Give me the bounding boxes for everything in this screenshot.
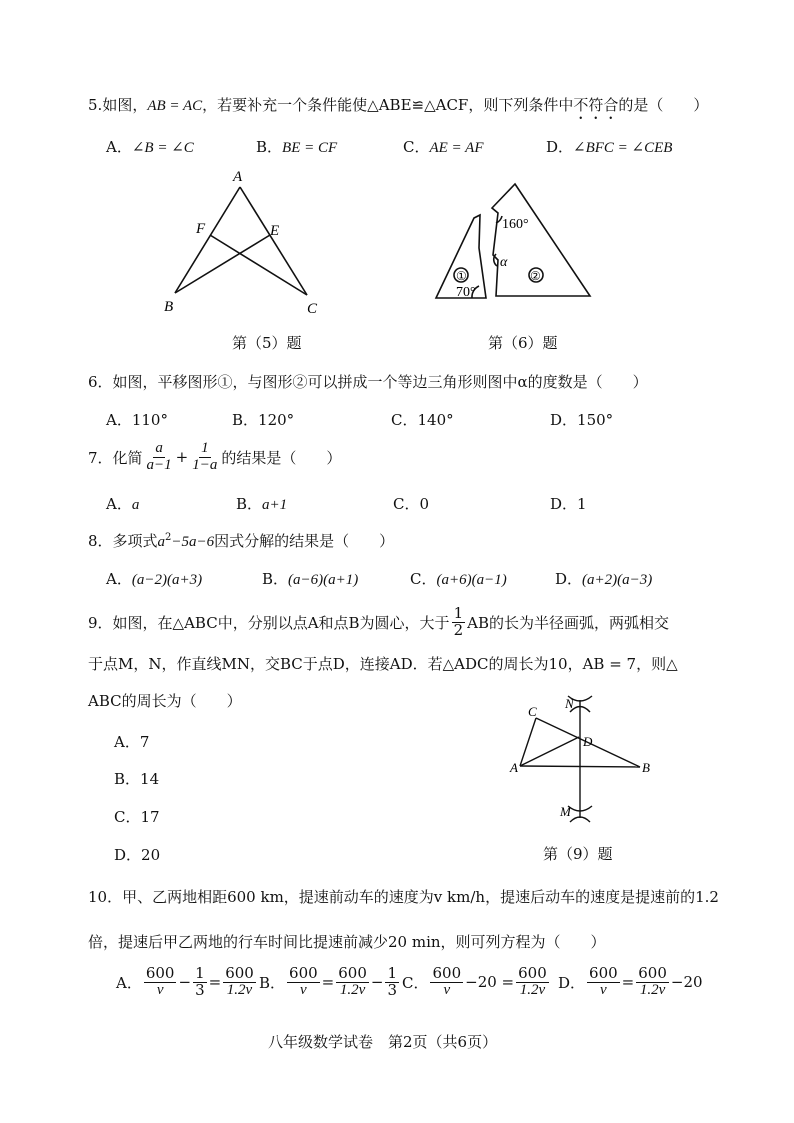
q6-option-d[interactable]: D．150° [550,411,614,429]
q10-option-a[interactable]: A． $\frac{600}{v}$ − $\frac{1}{3}$ = $\frac{600}{1.2v}$ [116,964,254,999]
q5-label-b: B [164,299,174,315]
q8-option-d[interactable]: D．(a+2)(a−3) [555,570,653,588]
q5-option-b[interactable]: B．BE = CF [256,138,338,156]
q9-label-c: C [528,704,537,719]
q7-option-a[interactable]: A．a [106,495,140,513]
q9-label-n: N [565,696,574,711]
q5-stem: 5.如图，AB = AC，若要补充一个条件能使△ABE≌△ACF，则下列条件中不符合的是（ ） [88,96,709,114]
q6-alpha-label: α [500,255,508,270]
q6-option-a[interactable]: A．110° [106,411,168,429]
q5-caption: 第（5）题 [232,334,302,352]
q8-option-b[interactable]: B．(a−6)(a+1) [262,570,359,588]
q7-option-b[interactable]: B．a+1 [236,495,288,513]
q8-option-a[interactable]: A．(a−2)(a+3) [106,570,203,588]
q8-stem: 8．多项式$a^2-5a-6$因式分解的结果是（ ） [88,532,395,550]
q9-caption: 第（9）题 [543,845,613,863]
page-footer: 八年级数学试卷 第2页（共6页） [268,1033,498,1051]
q6-angle-160: 160° [502,217,529,232]
q7-fraction-1: $\frac{a}{a-1}$ [146,440,172,473]
q9-half-fraction: $\frac{1}{2}$ [453,604,464,639]
q9-label-b: B [642,760,650,775]
q9-option-b[interactable]: B．14 [114,770,160,788]
q9-option-c[interactable]: C．17 [114,808,160,826]
q9-option-a[interactable]: A．7 [114,733,150,751]
q10-option-c[interactable]: C． $\frac{600}{v}$ −20 = $\frac{600}{1.2v}$ [402,964,547,998]
q9-stem-line1: 9．如图，在△ABC中，分别以点A和点B为圆心，大于 $\frac{1}{2}$ AB的长为半径画弧，两弧相交 [88,604,669,639]
q5-label-f: F [196,221,206,237]
q9-option-d[interactable]: D．20 [114,846,161,864]
q5-label-c: C [307,301,318,317]
q5-figure [150,165,340,320]
q5-label-e: E [270,223,280,239]
q9-figure [500,692,690,832]
q6-option-b[interactable]: B．120° [232,411,295,429]
q9-label-d: D [583,734,593,749]
q5-option-c[interactable]: C．AE = AF [403,138,484,156]
q6-shape1-label: ① [456,269,467,283]
q7-option-c[interactable]: C．0 [393,495,430,513]
q10-stem-line2: 倍，提速后甲乙两地的行车时间比提速前减少20 min，则可列方程为（ ） [88,933,606,951]
q5-label-a: A [233,169,243,185]
q10-stem-line1: 10．甲、乙两地相距600 km，提速前动车的速度为v km/h，提速后动车的速度是提速前的1.2 [88,888,719,906]
q10-option-d[interactable]: D． $\frac{600}{v}$ = $\frac{600}{1.2v}$ −20 [558,964,703,998]
q5-option-d[interactable]: D．∠BFC = ∠CEB [546,138,673,156]
q5-option-a[interactable]: A．∠B = ∠C [106,138,194,156]
q7-stem: 7．化简 $\frac{a}{a-1}$ + $\frac{1}{1-a}$ 的结果是（ ） [88,440,342,473]
q6-caption: 第（6）题 [488,334,558,352]
q6-angle-70: 70° [456,285,476,300]
q7-fraction-2: $\frac{1}{1-a}$ [192,440,218,473]
q6-figure [430,178,610,308]
q10-option-b[interactable]: B． $\frac{600}{v}$ = $\frac{600}{1.2v}$ − $\frac{1}{3}$ [259,964,398,999]
q9-label-m: M [560,804,571,819]
q7-option-d[interactable]: D．1 [550,495,587,513]
q6-option-c[interactable]: C．140° [391,411,454,429]
q6-stem: 6．如图，平移图形①，与图形②可以拼成一个等边三角形则图中α的度数是（ ） [88,373,648,391]
q9-stem-line2: 于点M，N，作直线MN，交BC于点D，连接AD．若△ADC的周长为10，AB = 7，则△ [88,655,678,673]
q9-label-a: A [510,760,518,775]
q9-stem-line3: ABC的周长为（ ） [88,692,242,710]
q6-shape2-label: ② [530,269,541,283]
q8-option-c[interactable]: C．(a+6)(a−1) [410,570,507,588]
